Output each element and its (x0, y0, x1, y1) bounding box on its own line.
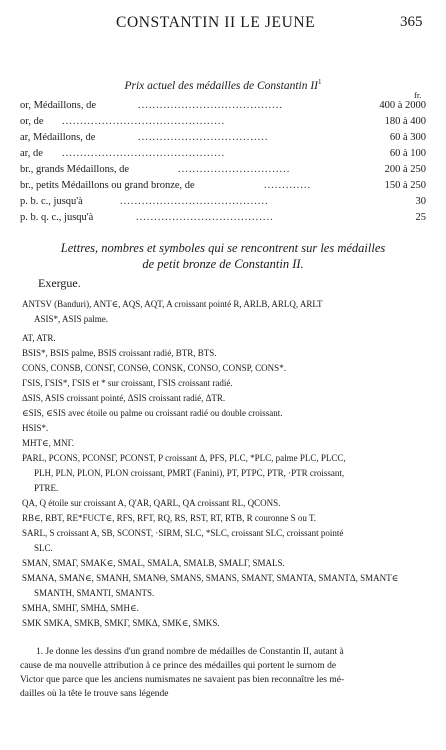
section-title (0, 240, 446, 272)
price-label: br., petits Médaillons ou grand bronze, de (20, 180, 195, 191)
price-leader-dots: ........................................ (138, 100, 283, 111)
price-row (20, 116, 426, 132)
price-leader-dots: .................................... (138, 132, 269, 143)
price-row (20, 212, 426, 228)
price-unit: fr. (414, 90, 422, 100)
list-item: QA, Q étoile sur croissant A, Q'AR, QARL, QA croissant RL, QCONS. (22, 498, 281, 508)
price-value: 400 à 2000 (379, 100, 426, 111)
price-label: br., grands Médaillons, de (20, 164, 130, 175)
list-item: SMANA, SMAN∈, SMANH, SMANΘ, SMANS, SMANS, SMANT, SMANTA, SMANTΔ, SMANT∈ (22, 573, 399, 583)
list-item: PARL, PCONS, PCONSΓ, PCONST, P croissant Δ, PFS, PLC, *PLC, palme PLC, PLCC, (22, 453, 346, 463)
price-value: 25 (415, 212, 426, 223)
list-item: PLH, PLN, PLON, PLON croissant, PMRT (Fanini), PT, PTPC, PTR, ·PTR croissant, (34, 468, 345, 478)
subheading-exergue: Exergue. (38, 276, 81, 290)
price-table (20, 100, 426, 228)
price-label: p. b. c., jusqu'à (20, 196, 83, 207)
price-row (20, 100, 426, 116)
price-leader-dots: ............................................. (62, 148, 226, 159)
list-item: ASIS*, ASIS palme. (34, 314, 109, 324)
list-item: BSIS*, BSIS palme, BSIS croissant radié, BTR, BTS. (22, 348, 217, 358)
price-label: p. b. q. c., jusqu'à (20, 212, 94, 223)
price-row (20, 180, 426, 196)
footnote-line: Victor que parce que les anciens numismates ne savaient pas bien reconnaître les mé- (20, 675, 345, 685)
list-item: ΔSIS, ASIS croissant pointé, ΔSIS croissant radié, ΔTR. (22, 393, 226, 403)
list-item: AT, ATR. (22, 333, 56, 343)
footnote-line: cause de ma nouvelle attribution à ce prince des médailles qui portent le surnom de (20, 661, 337, 671)
list-item: ΓSIS, ΓSIS*, ΓSIS et * sur croissant, ΓSIS croissant radié. (22, 378, 233, 388)
page-number: 365 (400, 14, 423, 30)
running-header (0, 14, 446, 34)
list-item: RB∈, RBT, RE*FUCT∈, RFS, RFT, RQ, RS, RST, RT, RTB, R couronne S ou T. (22, 513, 317, 523)
price-leader-dots: ...................................... (136, 212, 274, 223)
list-item: ANTSV (Banduri), ANT∈, AQS, AQT, A croissant pointé R, ARLB, ARLQ, ARLT (22, 299, 323, 309)
footnote-line: dailles où la tête le trouve sans légende (20, 689, 169, 699)
mint-marks-list (22, 297, 426, 631)
price-label: or, de (20, 116, 44, 127)
price-row (20, 164, 426, 180)
price-table-title-text: Prix actuel des médailles de Constantin II (124, 79, 319, 92)
list-item: PTRE. (34, 483, 59, 493)
list-item: ∈SIS, ∈SIS avec étoile ou palme ou croissant radié ou double croissant. (22, 408, 283, 418)
price-leader-dots: ............................... (178, 164, 291, 175)
section-title-line: Lettres, nombres et symboles qui se rencontrent sur les médailles (60, 241, 386, 255)
price-label: ar, de (20, 148, 43, 159)
price-table-title (0, 78, 446, 92)
section-title-line: de petit bronze de Constantin II. (142, 257, 304, 271)
price-value: 200 à 250 (384, 164, 426, 175)
list-item: SMANTH, SMANTI, SMANTS. (34, 588, 155, 598)
price-value: 150 à 250 (384, 180, 426, 191)
price-leader-dots: ............................................. (62, 116, 226, 127)
list-item: SMHA, SMHΓ, SMHΔ, SMH∈. (22, 603, 139, 613)
list-item: SMK SMKA, SMKB, SMKΓ, SMKΔ, SMK∈, SMKS. (22, 618, 220, 628)
price-label: or, Médaillons, de (20, 100, 96, 111)
price-label: ar, Médaillons, de (20, 132, 96, 143)
footnote (20, 645, 426, 701)
price-leader-dots: ............. (264, 180, 312, 191)
price-row (20, 196, 426, 212)
price-row (20, 132, 426, 148)
price-row (20, 148, 426, 164)
price-value: 60 à 100 (389, 148, 426, 159)
price-value: 30 (415, 196, 426, 207)
footnote-line: 1. Je donne les dessins d'un grand nombre de médailles de Constantin II, autant à (36, 647, 344, 657)
list-item: CONS, CONSB, CONSΓ, CONSΘ, CONSK, CONSO, CONSP, CONS*. (22, 363, 286, 373)
running-title: CONSTANTIN II LE JEUNE (116, 14, 316, 31)
footnote-marker: 1 (318, 78, 322, 86)
list-item: SARL, S croissant A, SB, SCONST, ·SIRM, SLC, *SLC, croissant SLC, croissant pointé (22, 528, 344, 538)
list-item: HSIS*. (22, 423, 49, 433)
list-item: SMAN, SMAΓ, SMAK∈, SMAL, SMALA, SMALB, SMALΓ, SMALS. (22, 558, 285, 568)
price-value: 180 à 400 (384, 116, 426, 127)
price-value: 60 à 300 (389, 132, 426, 143)
list-item: MHT∈, MNΓ. (22, 438, 75, 448)
price-leader-dots: ......................................... (120, 196, 269, 207)
list-item: SLC. (34, 543, 53, 553)
